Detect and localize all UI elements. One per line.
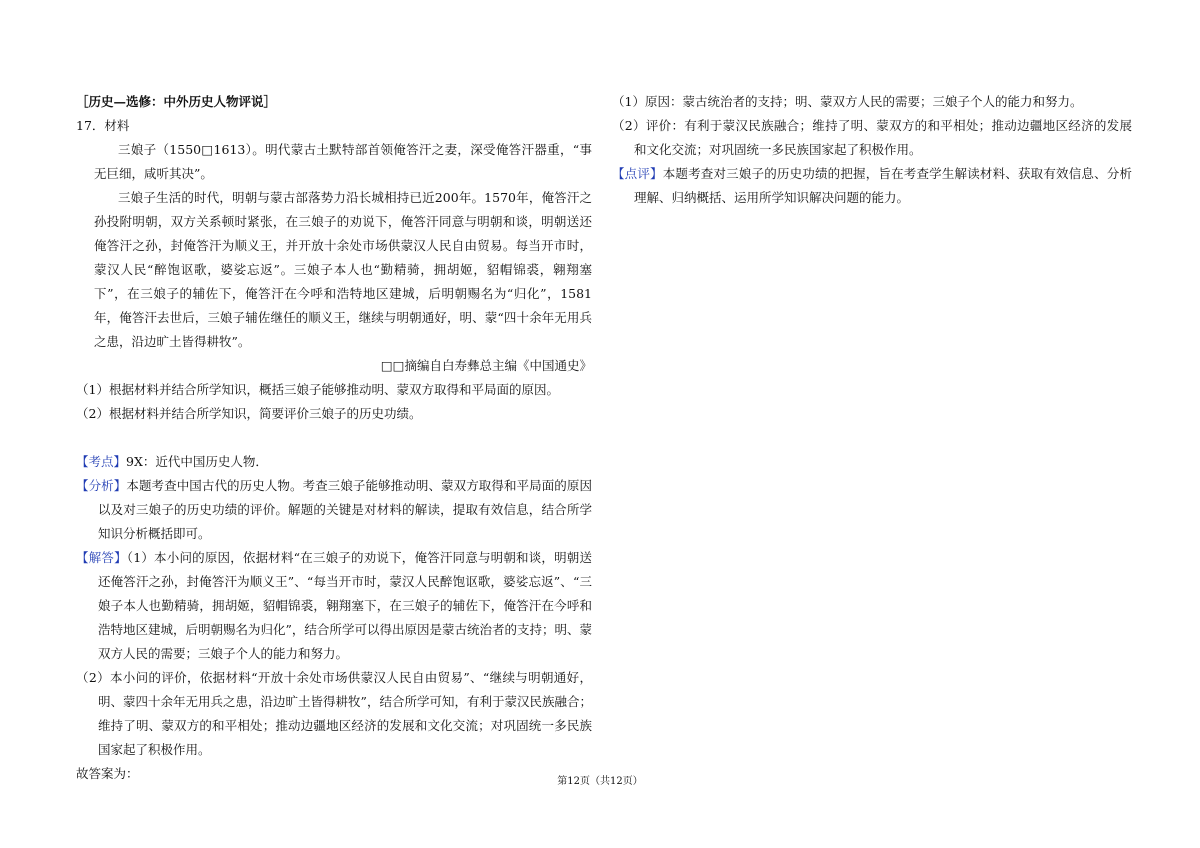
material-source: □□摘编自白寿彝总主编《中国通史》 [380,358,592,373]
dianping-block [612,162,1132,210]
dianping-text: 本题考查对三娘子的历史功绩的把握，旨在考查学生解读材料、获取有效信息、分析理解、归纳概括、运用所学知识解决问题的能力。 [634,166,1132,205]
jieda-tag: 【解答】 [76,550,127,565]
answer-1: （1）原因：蒙古统治者的支持；明、蒙双方人民的需要；三娘子个人的能力和努力。 [612,94,1083,109]
fenxi-text: 本题考查中国古代的历史人物。考查三娘子能够推动明、蒙双方取得和平局面的原因以及对三娘子的历史功绩的评价。解题的关键是对材料的解读，提取有效信息，结合所学知识分析概括即可。 [98,478,592,541]
left-column [76,90,592,786]
dianping-tag: 【点评】 [612,166,663,181]
kaodian-text: 9X：近代中国历史人物． [126,454,268,469]
page-footer: 第12页（共12页） [557,776,643,787]
jieda-block [76,546,592,666]
question-label: 17．材料 [76,118,130,133]
answer-label: 故答案为： [76,766,139,781]
fenxi-tag: 【分析】 [76,478,127,493]
answer-2: （2）评价：有利于蒙汉民族融合；维持了明、蒙双方的和平相处；推动边疆地区经济的发展和文化交流；对巩固统一多民族国家起了积极作用。 [612,118,1132,157]
fenxi-block [76,474,592,546]
jieda-part-1: （1）本小问的原因，依据材料“在三娘子的劝说下，俺答汗同意与明朝和谈，明朝送还俺答汗之孙，封俺答汗为顺义王”、“每当开市时，蒙汉人民醉饱讴歌，婆娑忘返”、“三娘子本人也勤精骑，拥胡姬，貂帽锦裘，翱翔塞下，在三娘子的辅佐下，俺答汗在今呼和浩特地区建城，后明朝赐名为归化”，结合所学可以得出原因是蒙古统治者的支持；明、蒙双方人民的需要；三娘子个人的能力和努力。 [98,550,592,661]
material-paragraph: 三娘子（1550□1613）。明代蒙古土默特部首领俺答汗之妻，深受俺答汗器重，“事无巨细，咸听其决”。 [94,142,592,181]
kaodian-block [76,450,592,474]
material-block [76,138,592,378]
material-paragraph: 三娘子生活的时代，明朝与蒙古部落势力沿长城相持已近200年。1570年，俺答汗之孙投附明朝，双方关系顿时紧张，在三娘子的劝说下，俺答汗同意与明朝和谈，明朝送还俺答汗之孙，封俺答汗为顺义王，并开放十余处市场供蒙汉人民自由贸易。每当开市时，蒙汉人民“醉饱讴歌，婆娑忘返”。三娘子本人也“勤精骑，拥胡姬，貂帽锦裘，翱翔塞下”，在三娘子的辅佐下，俺答汗在今呼和浩特地区建城，后明朝赐名为“归化”，1581年，俺答汗去世后，三娘子辅佐继任的顺义王，继续与明朝通好，明、蒙“四十余年无用兵之患，沿边旷土皆得耕牧”。 [94,190,592,349]
jieda-part-2: （2）本小问的评价，依据材料“开放十余处市场供蒙汉人民自由贸易”、“继续与明朝通好，明、蒙四十余年无用兵之患，沿边旷土皆得耕牧”，结合所学可知，有利于蒙汉民族融合；维持了明、蒙双方的和平相处；推动边疆地区经济的发展和文化交流；对巩固统一多民族国家起了积极作用。 [76,670,592,757]
kaodian-tag: 【考点】 [76,454,127,469]
section-title: ［历史—选修：中外历史人物评说］ [76,94,277,109]
question-1: （1）根据材料并结合所学知识，概括三娘子能够推动明、蒙双方取得和平局面的原因。 [76,382,559,397]
right-column [612,90,1132,210]
question-2: （2）根据材料并结合所学知识，简要评价三娘子的历史功绩。 [76,406,422,421]
spacer [76,426,592,450]
